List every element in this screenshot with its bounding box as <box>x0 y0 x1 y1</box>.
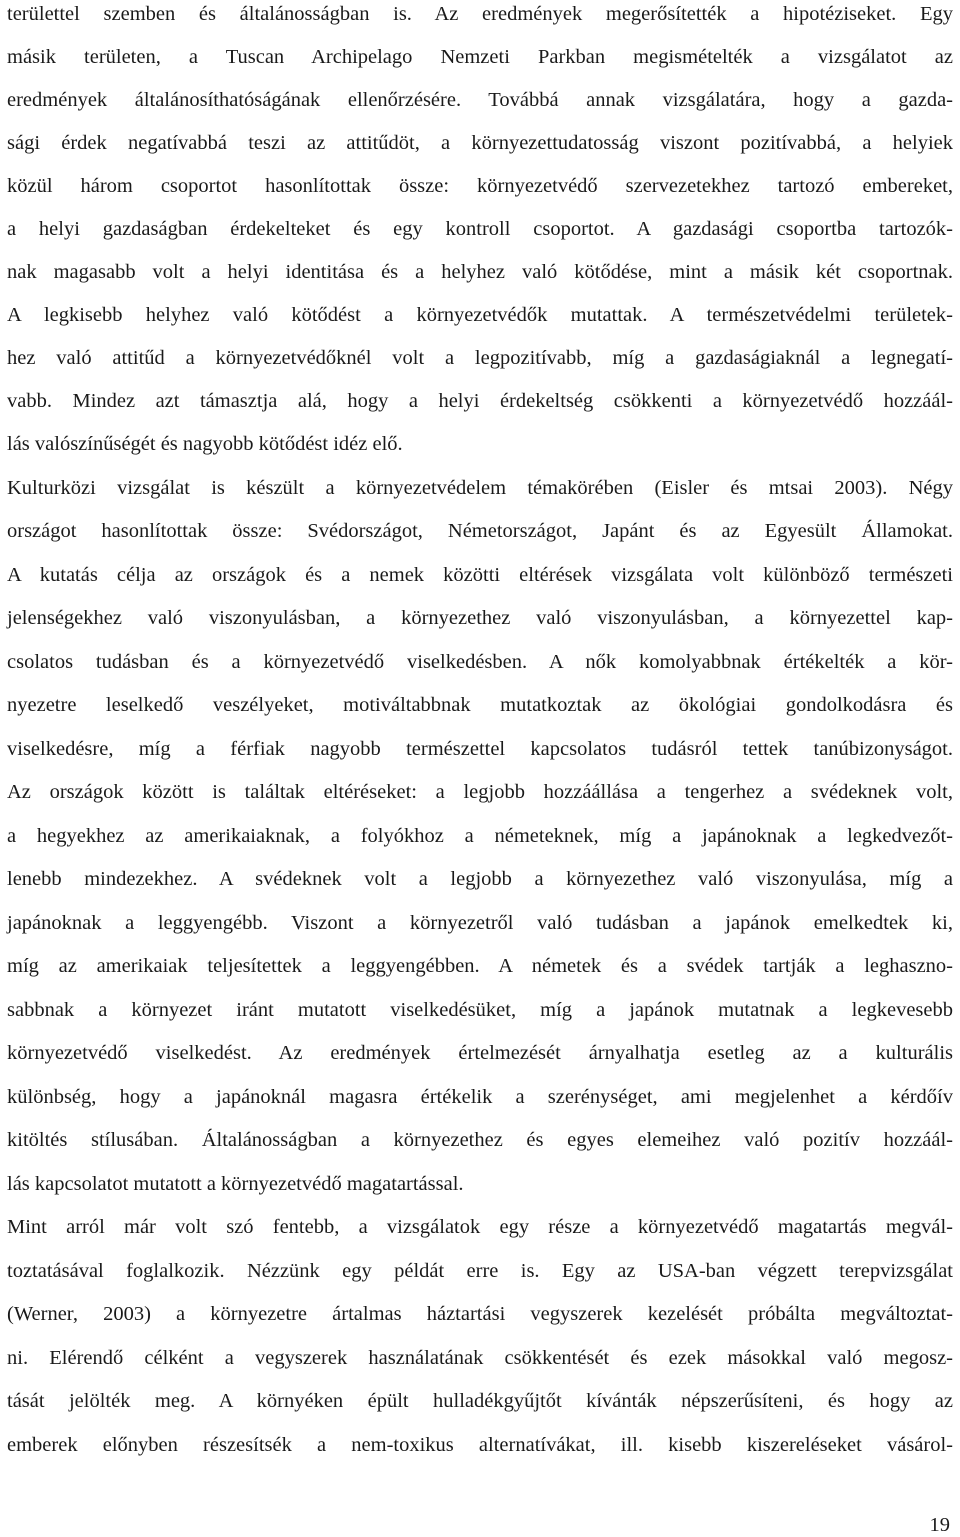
body-text-line: környezetvédő viselkedést. Az eredmények értelmezését árnyalhatja esetleg az a kulturális <box>7 1042 953 1064</box>
body-text-line: sági érdek negatívabbá teszi az attitűdöt, a környezettudatosság viszont pozitívabbá, a helyiek <box>7 132 953 154</box>
body-text-line: míg az amerikaiak teljesítettek a leggyengébben. A németek és a svédek tartják a leghaszno- <box>7 955 953 977</box>
page-number: 19 <box>929 1514 950 1536</box>
body-text-line: Mint arról már volt szó fentebb, a vizsgálatok egy része a környezetvédő magatartás megvál- <box>7 1216 953 1238</box>
body-text-line: másik területen, a Tuscan Archipelago Nemzeti Parkban megismételték a vizsgálatot az <box>7 46 953 68</box>
body-text-line: eredmények általánosíthatóságának ellenőrzésére. Továbbá annak vizsgálatára, hogy a gazda- <box>7 89 953 111</box>
body-text-line: Az országok között is találtak eltéréseket: a legjobb hozzáállása a tengerhez a svédeknek volt, <box>7 781 953 803</box>
body-text-line: Kulturközi vizsgálat is készült a környezetvédelem témakörében (Eisler és mtsai 2003). Négy <box>7 477 953 499</box>
body-text-line: japánoknak a leggyengébb. Viszont a környezetről való tudásban a japánok emelkedtek ki, <box>7 912 953 934</box>
body-text-line: kitöltés stílusában. Általánosságban a környezethez és egyes elemeihez való pozitív hozzáál- <box>7 1129 953 1151</box>
body-text-line: A kutatás célja az országok és a nemek közötti eltérések vizsgálata volt különböző természeti <box>7 564 953 586</box>
body-text-line: nak magasabb volt a helyi identitása és a helyhez való kötődése, mint a másik két csoportnak. <box>7 261 953 283</box>
body-text-line: lás valószínűségét és nagyobb kötődést idéz elő. <box>7 433 403 455</box>
body-text-line: területtel szemben és általánosságban is. Az eredmények megerősítették a hipotéziseket. Egy <box>7 3 953 25</box>
body-text-line: közül három csoportot hasonlítottak össze: környezetvédő szervezetekhez tartozó embereket, <box>7 175 953 197</box>
body-text-line: lás kapcsolatot mutatott a környezetvédő magatartással. <box>7 1173 464 1195</box>
body-text-line: hez való attitűd a környezetvédőknél volt a legpozitívabb, míg a gazdaságiaknál a legnegatí- <box>7 347 953 369</box>
body-text-line: különbség, hogy a japánoknál magasra értékelik a szerénységet, ami megjelenhet a kérdőív <box>7 1086 953 1108</box>
body-text-line: ni. Elérendő célként a vegyszerek használatának csökkentését és ezek másokkal való megosz- <box>7 1347 953 1369</box>
body-text-line: jelenségekhez való viszonyulásban, a környezethez való viszonyulásban, a környezettel kap- <box>7 607 953 629</box>
body-text-line: a helyi gazdaságban érdekelteket és egy kontroll csoportot. A gazdasági csoportba tartozók- <box>7 218 953 240</box>
body-text-line: (Werner, 2003) a környezetre ártalmas háztartási vegyszerek kezelését próbálta megváltoztat- <box>7 1303 953 1325</box>
body-text-line: sabbnak a környezet iránt mutatott viselkedésüket, míg a japánok mutatnak a legkevesebb <box>7 999 953 1021</box>
body-text-line: tását jelölték meg. A környéken épült hulladékgyűjtőt kívánták népszerűsíteni, és hogy az <box>7 1390 953 1412</box>
body-text-line: emberek előnyben részesítsék a nem-toxikus alternatívákat, ill. kisebb kiszereléseket vásárol- <box>7 1434 953 1456</box>
body-text-line: nyezetre leselkedő veszélyeket, motiváltabbnak mutatkoztak az ökológiai gondolkodásra és <box>7 694 953 716</box>
body-text-line: vabb. Mindez azt támasztja alá, hogy a helyi érdekeltség csökkenti a környezetvédő hozzáál- <box>7 390 953 412</box>
body-text-line: viselkedésre, míg a férfiak nagyobb természettel kapcsolatos tudásról tettek tanúbizonyságot. <box>7 738 953 760</box>
body-text-line: A legkisebb helyhez való kötődést a környezetvédők mutattak. A természetvédelmi területek- <box>7 304 953 326</box>
body-text-line: a hegyekhez az amerikaiaknak, a folyókhoz a németeknek, míg a japánoknak a legkedvezőt- <box>7 825 953 847</box>
body-text-line: toztatásával foglalkozik. Nézzünk egy példát erre is. Egy az USA-ban végzett terepvizsgálat <box>7 1260 953 1282</box>
body-text-line: csolatos tudásban és a környezetvédő viselkedésben. A nők komolyabbnak értékelték a kör- <box>7 651 953 673</box>
body-text-line: országot hasonlítottak össze: Svédországot, Németországot, Japánt és az Egyesült Államokat. <box>7 520 953 542</box>
body-text-line: lenebb mindezekhez. A svédeknek volt a legjobb a környezethez való viszonyulása, míg a <box>7 868 953 890</box>
